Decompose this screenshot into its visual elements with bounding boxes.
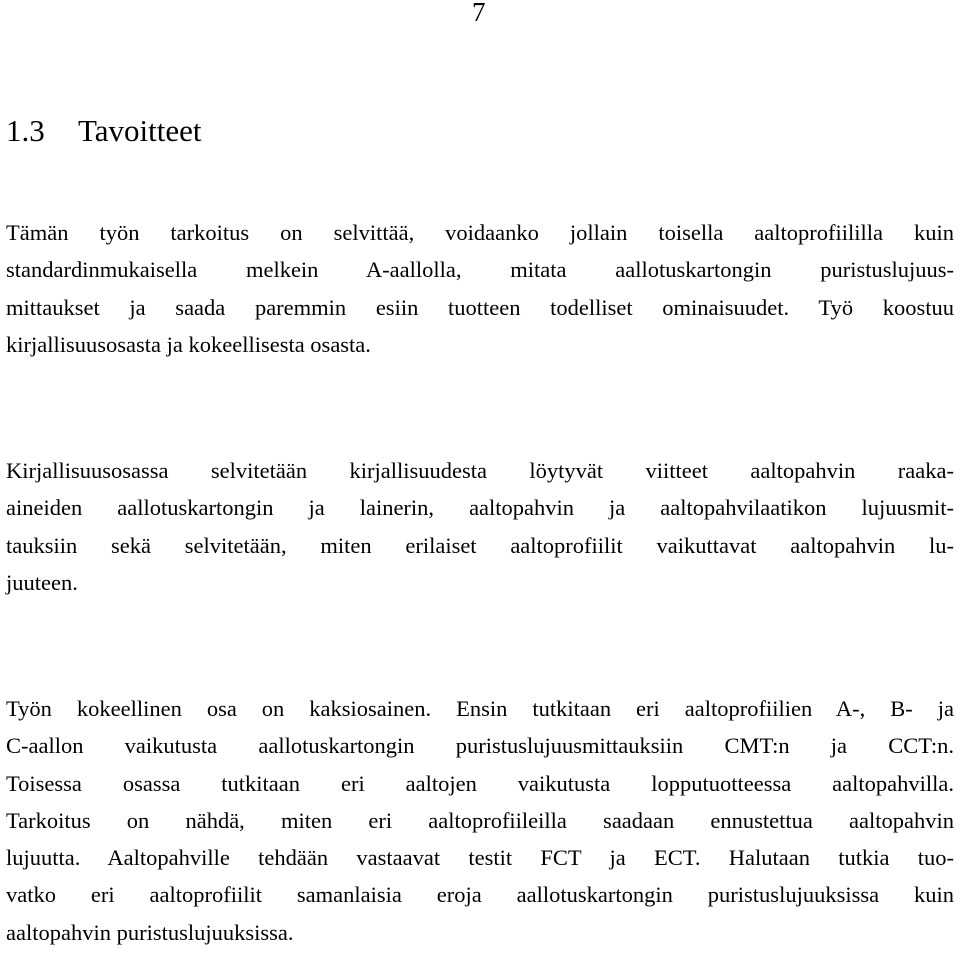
paragraph-line: Tämän työn tarkoitus on selvittää, voidaanko jollain toisella aaltoprofiililla kuin (6, 220, 954, 245)
paragraph-line: C-aallon vaikutusta aallotuskartongin puristuslujuusmittauksiin CMT:n ja CCT:n. (6, 733, 954, 759)
paragraph-line: vatko eri aaltoprofiilit samanlaisia eroja aallotuskartongin puristuslujuuksissa kuin (6, 882, 954, 908)
paragraph-3 (6, 690, 954, 951)
paragraph-line: aaltopahvin puristuslujuuksissa. (6, 919, 294, 945)
page-number: 7 (472, 0, 486, 27)
paragraph-2 (6, 452, 954, 601)
section-number: 1.3 (6, 113, 45, 148)
paragraph-line: tauksiin sekä selvitetään, miten erilaiset aaltoprofiilit vaikuttavat aaltopahvin lu- (6, 532, 954, 558)
section-heading (6, 111, 202, 151)
paragraph-line: Kirjallisuusosassa selvitetään kirjallisuudesta löytyvät viitteet aaltopahvin raaka- (6, 458, 954, 483)
paragraph-line: lujuutta. Aaltopahville tehdään vastaavat testit FCT ja ECT. Halutaan tutkia tuo- (6, 845, 954, 871)
paragraph-line: aineiden aallotuskartongin ja lainerin, aaltopahvin ja aaltopahvilaatikon lujuusmit- (6, 495, 954, 521)
paragraph-line: standardinmukaisella melkein A-aallolla, mitata aallotuskartongin puristuslujuus- (6, 257, 954, 283)
paragraph-1 (6, 214, 954, 363)
paragraph-line: Työn kokeellinen osa on kaksiosainen. Ensin tutkitaan eri aaltoprofiilien A-, B- ja (6, 696, 954, 721)
section-title: Tavoitteet (78, 113, 202, 148)
paragraph-line: Tarkoitus on nähdä, miten eri aaltoprofiileilla saadaan ennustettua aaltopahvin (6, 807, 954, 833)
paragraph-line: mittaukset ja saada paremmin esiin tuotteen todelliset ominaisuudet. Työ koostuu (6, 294, 954, 320)
paragraph-line: juuteen. (6, 569, 78, 595)
paragraph-line: Toisessa osassa tutkitaan eri aaltojen vaikutusta lopputuotteessa aaltopahvilla. (6, 770, 954, 796)
paragraph-line: kirjallisuusosasta ja kokeellisesta osasta. (6, 331, 371, 357)
